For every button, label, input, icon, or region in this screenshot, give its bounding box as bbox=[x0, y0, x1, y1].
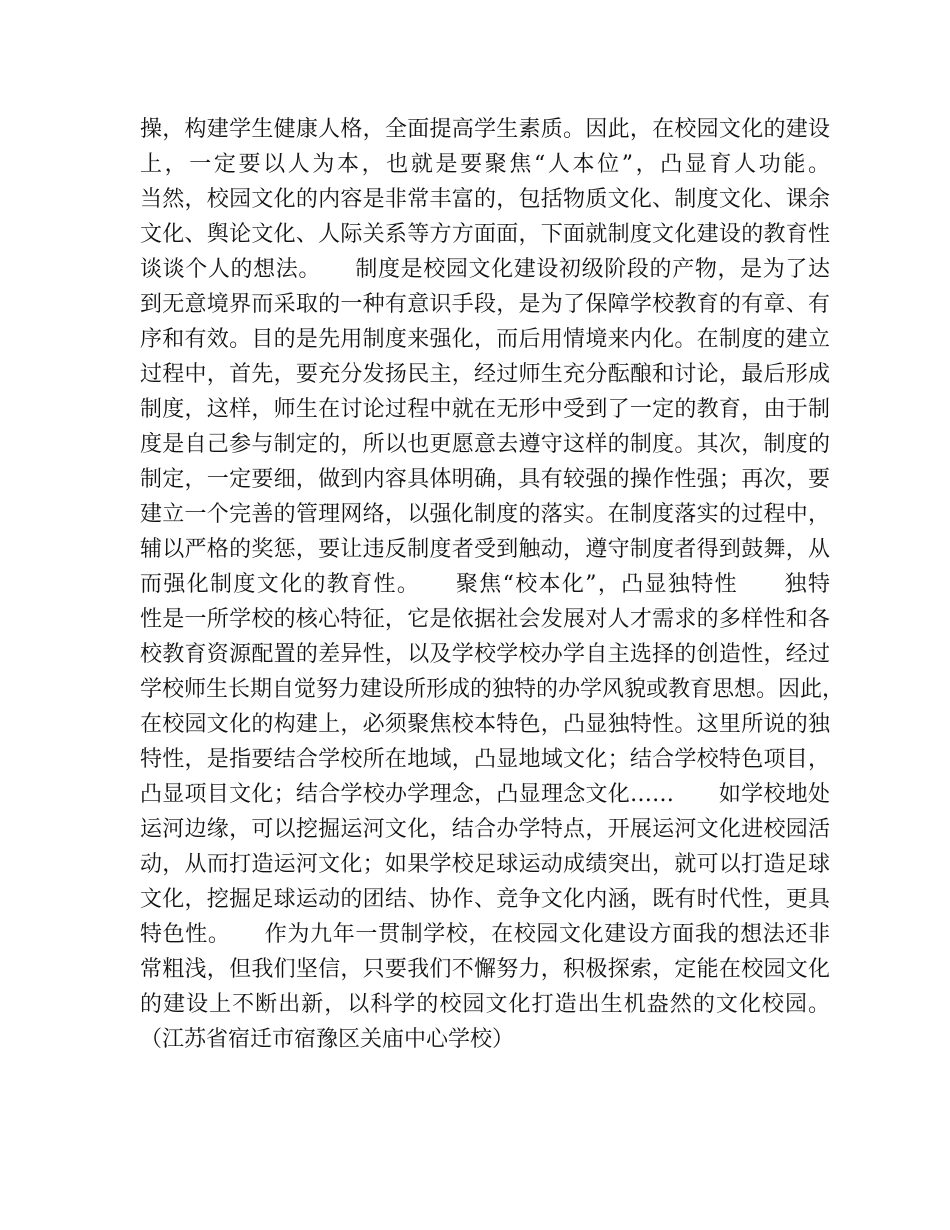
text-line: 运河边缘，可以挖掘运河文化，结合办学特点，开展运河文化进校园活 bbox=[140, 817, 830, 842]
text-line: 制定，一定要细，做到内容具体明确，具有较强的操作性强；再次，要 bbox=[140, 467, 830, 492]
text-line: 辅以严格的奖惩，要让违反制度者受到触动，遵守制度者得到鼓舞，从 bbox=[140, 537, 830, 562]
text-line: 学校师生长期自觉努力建设所形成的独特的办学风貌或教育思想。因此， bbox=[140, 677, 845, 702]
text-line: 文化、舆论文化、人际关系等方方面面，下面就制度文化建设的教育性 bbox=[140, 222, 830, 247]
text-line: 而强化制度文化的教育性。 聚焦“校本化”，凸显独特性 独特 bbox=[140, 572, 830, 597]
text-line: 谈谈个人的想法。 制度是校园文化建设初级阶段的产物，是为了达 bbox=[140, 257, 830, 282]
text-line: 特色性。 作为九年一贯制学校，在校园文化建设方面我的想法还非 bbox=[140, 922, 830, 947]
text-line: 当然，校园文化的内容是非常丰富的，包括物质文化、制度文化、课余 bbox=[140, 187, 830, 212]
text-line: 上，一定要以人为本，也就是要聚焦“人本位”，凸显育人功能。 bbox=[140, 152, 830, 177]
text-line: 的建设上不断出新，以科学的校园文化打造出生机盎然的文化校园。 bbox=[140, 992, 830, 1017]
text-line: 性是一所学校的核心特征，它是依据社会发展对人才需求的多样性和各 bbox=[140, 607, 830, 632]
text-line: 操，构建学生健康人格，全面提高学生素质。因此，在校园文化的建设 bbox=[140, 117, 830, 142]
text-line: 常粗浅，但我们坚信，只要我们不懈努力，积极探索，定能在校园文化 bbox=[140, 957, 830, 982]
text-line: 校教育资源配置的差异性，以及学校学校办学自主选择的创造性，经过 bbox=[140, 642, 830, 667]
text-line: 制度，这样，师生在讨论过程中就在无形中受到了一定的教育，由于制 bbox=[140, 397, 830, 422]
text-line: 到无意境界而采取的一种有意识手段，是为了保障学校教育的有章、有 bbox=[140, 292, 830, 317]
text-line: 动，从而打造运河文化；如果学校足球运动成绩突出，就可以打造足球 bbox=[140, 852, 830, 877]
text-line: 建立一个完善的管理网络，以强化制度的落实。在制度落实的过程中， bbox=[140, 502, 830, 527]
text-line: 特性，是指要结合学校所在地域，凸显地域文化；结合学校特色项目， bbox=[140, 747, 830, 772]
body-text bbox=[140, 112, 845, 1057]
text-line: 序和有效。目的是先用制度来强化，而后用情境来内化。在制度的建立 bbox=[140, 327, 830, 352]
author-affiliation: （江苏省宿迁市宿豫区关庙中心学校） bbox=[140, 1027, 515, 1052]
text-line: 过程中，首先，要充分发扬民主，经过师生充分酝酿和讨论，最后形成 bbox=[140, 362, 830, 387]
text-line: 文化，挖掘足球运动的团结、协作、竞争文化内涵，既有时代性，更具 bbox=[140, 887, 830, 912]
text-line: 凸显项目文化；结合学校办学理念，凸显理念文化…… 如学校地处 bbox=[140, 782, 830, 807]
text-line: 度是自己参与制定的，所以也更愿意去遵守这样的制度。其次，制度的 bbox=[140, 432, 830, 457]
text-line: 在校园文化的构建上，必须聚焦校本特色，凸显独特性。这里所说的独 bbox=[140, 712, 830, 737]
